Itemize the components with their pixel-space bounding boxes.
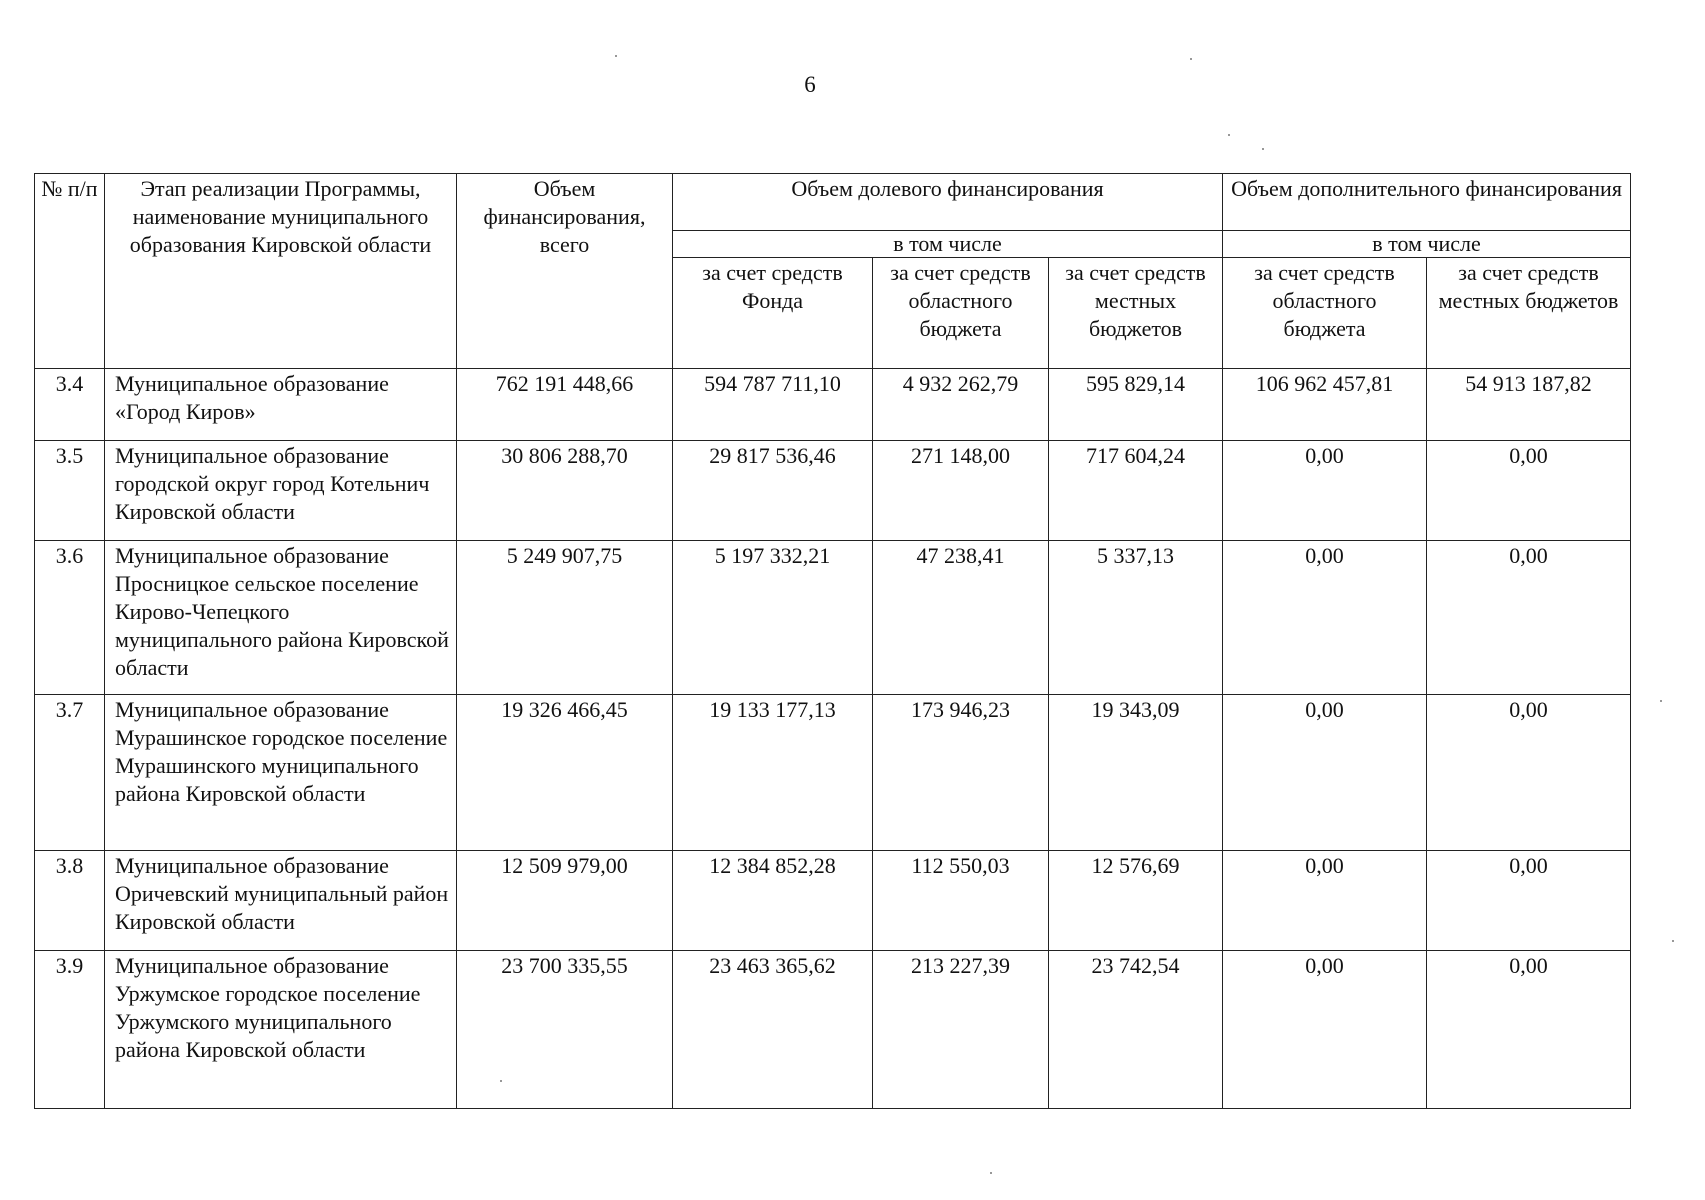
row-total: 19 326 466,45 <box>457 695 673 851</box>
row-add-local: 0,00 <box>1427 441 1631 541</box>
row-add-regional: 0,00 <box>1223 441 1427 541</box>
row-add-regional: 0,00 <box>1223 541 1427 695</box>
row-regional: 173 946,23 <box>873 695 1049 851</box>
row-total: 23 700 335,55 <box>457 951 673 1109</box>
header-total: Объем финансирования, всего <box>457 174 673 369</box>
scan-speckle <box>1190 58 1192 60</box>
header-add-local: за счет средств местных бюджетов <box>1427 258 1631 369</box>
row-add-regional: 0,00 <box>1223 851 1427 951</box>
table-row <box>35 951 1631 1109</box>
row-local: 595 829,14 <box>1049 369 1223 441</box>
row-total: 762 191 448,66 <box>457 369 673 441</box>
row-total: 30 806 288,70 <box>457 441 673 541</box>
row-num: 3.7 <box>35 695 105 851</box>
row-name: Муниципальное образование «Город Киров» <box>105 369 457 441</box>
row-num: 3.8 <box>35 851 105 951</box>
header-stage: Этап реализации Программы, наименование муниципального образования Кировской области <box>105 174 457 369</box>
row-add-regional: 0,00 <box>1223 695 1427 851</box>
row-name: Муниципальное образование Просницкое сельское поселение Кирово-Чепецкого муниципального района Кировской области <box>105 541 457 695</box>
row-add-local: 0,00 <box>1427 541 1631 695</box>
row-add-local: 0,00 <box>1427 851 1631 951</box>
row-regional: 271 148,00 <box>873 441 1049 541</box>
row-total: 12 509 979,00 <box>457 851 673 951</box>
header-shared-group: Объем долевого финансирования <box>673 174 1223 231</box>
header-regional: за счет средств областного бюджета <box>873 258 1049 369</box>
row-local: 19 343,09 <box>1049 695 1223 851</box>
table-row <box>35 541 1631 695</box>
scan-speckle <box>615 55 617 57</box>
row-regional: 4 932 262,79 <box>873 369 1049 441</box>
header-additional-sub: в том числе <box>1223 231 1631 258</box>
scan-speckle <box>1672 940 1674 942</box>
row-add-local: 0,00 <box>1427 695 1631 851</box>
table-row <box>35 369 1631 441</box>
row-total: 5 249 907,75 <box>457 541 673 695</box>
row-regional: 47 238,41 <box>873 541 1049 695</box>
row-fund: 12 384 852,28 <box>673 851 873 951</box>
row-fund: 19 133 177,13 <box>673 695 873 851</box>
row-num: 3.6 <box>35 541 105 695</box>
header-local: за счет средств местных бюджетов <box>1049 258 1223 369</box>
row-add-local: 54 913 187,82 <box>1427 369 1631 441</box>
row-name: Муниципальное образование городской округ город Котельнич Кировской области <box>105 441 457 541</box>
row-fund: 5 197 332,21 <box>673 541 873 695</box>
row-name: Муниципальное образование Оричевский муниципальный район Кировской области <box>105 851 457 951</box>
row-fund: 29 817 536,46 <box>673 441 873 541</box>
row-add-regional: 106 962 457,81 <box>1223 369 1427 441</box>
header-row-1 <box>35 174 1631 231</box>
financing-table <box>34 173 1631 1109</box>
table-row <box>35 851 1631 951</box>
row-fund: 23 463 365,62 <box>673 951 873 1109</box>
row-num: 3.9 <box>35 951 105 1109</box>
header-fund: за счет средств Фонда <box>673 258 873 369</box>
scan-speckle <box>1660 700 1662 702</box>
row-num: 3.5 <box>35 441 105 541</box>
row-fund: 594 787 711,10 <box>673 369 873 441</box>
row-local: 5 337,13 <box>1049 541 1223 695</box>
header-add-regional: за счет средств областного бюджета <box>1223 258 1427 369</box>
table-row <box>35 441 1631 541</box>
scan-speckle <box>1262 148 1264 150</box>
scan-speckle <box>1228 134 1230 136</box>
header-additional-group: Объем дополнительного финансирования <box>1223 174 1631 231</box>
row-local: 23 742,54 <box>1049 951 1223 1109</box>
row-name: Муниципальное образование Уржумское городское поселение Уржумского муниципального района Кировской области <box>105 951 457 1109</box>
row-regional: 213 227,39 <box>873 951 1049 1109</box>
header-num: № п/п <box>35 174 105 369</box>
row-regional: 112 550,03 <box>873 851 1049 951</box>
scan-speckle <box>500 1080 502 1082</box>
row-add-regional: 0,00 <box>1223 951 1427 1109</box>
scan-speckle <box>990 1172 992 1174</box>
table-row <box>35 695 1631 851</box>
header-shared-sub: в том числе <box>673 231 1223 258</box>
row-add-local: 0,00 <box>1427 951 1631 1109</box>
row-local: 12 576,69 <box>1049 851 1223 951</box>
row-local: 717 604,24 <box>1049 441 1223 541</box>
row-name: Муниципальное образование Мурашинское городское поселение Мурашинского муниципального района Кировской области <box>105 695 457 851</box>
row-num: 3.4 <box>35 369 105 441</box>
page-number: 6 <box>804 72 816 97</box>
